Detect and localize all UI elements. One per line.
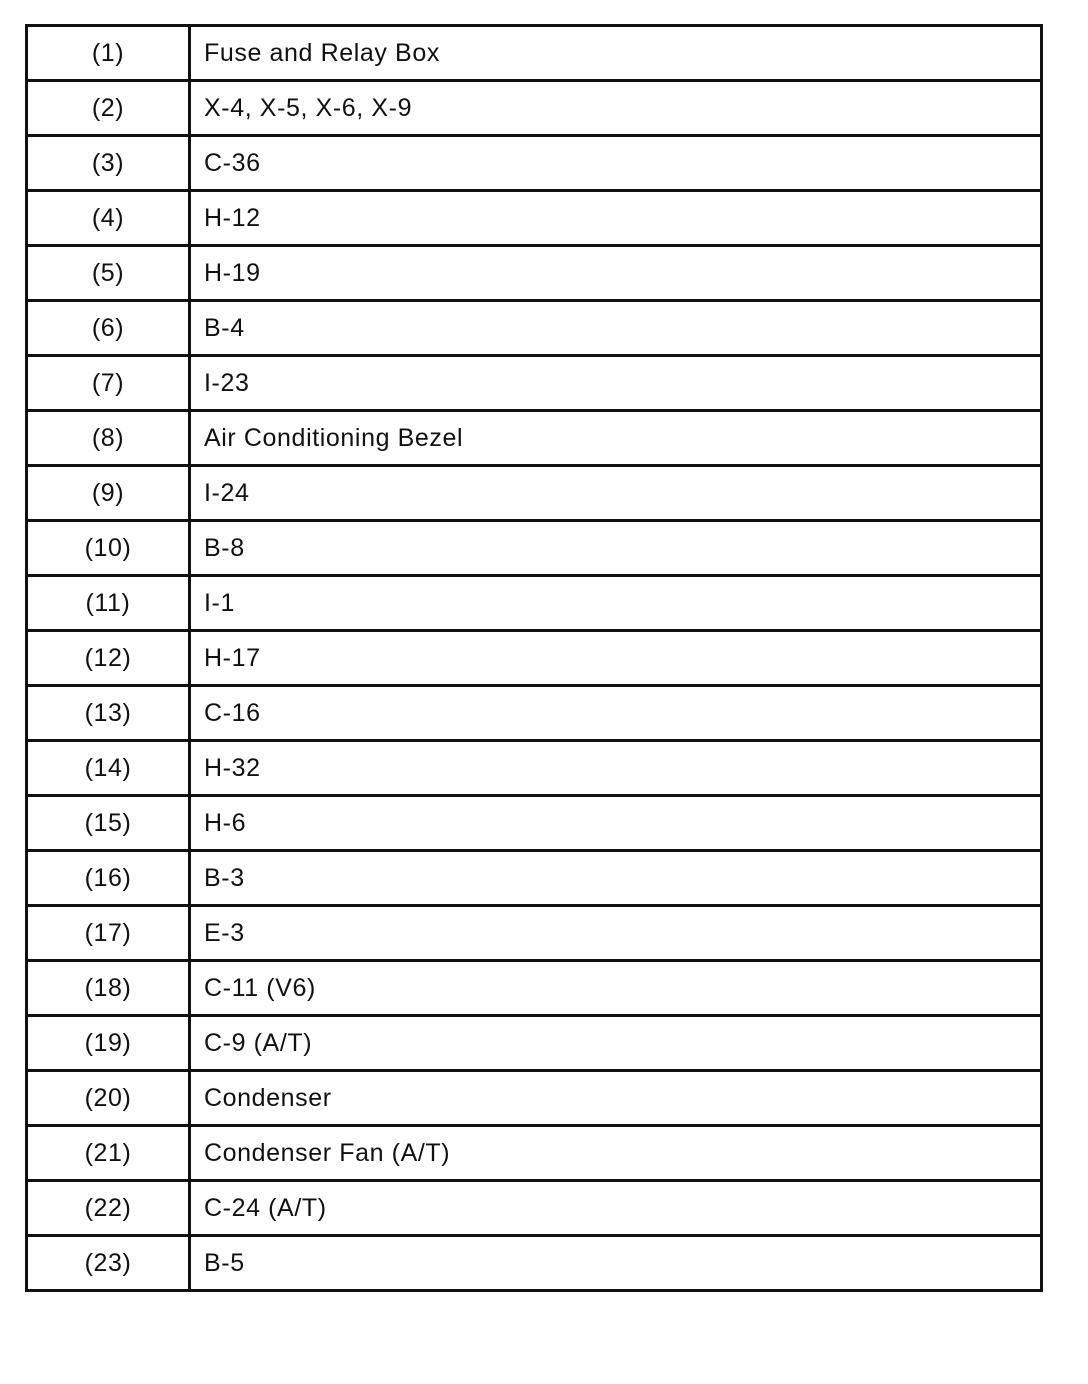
item-number: (5) [27,246,190,301]
item-number: (6) [27,301,190,356]
item-number: (7) [27,356,190,411]
table-row [27,191,1042,246]
item-label: H-19 [190,246,1042,301]
table-row [27,1071,1042,1126]
table-row [27,246,1042,301]
item-label: H-17 [190,631,1042,686]
item-number: (18) [27,961,190,1016]
item-number: (3) [27,136,190,191]
item-label: C-24 (A/T) [190,1181,1042,1236]
legend-table-body [27,26,1042,1291]
table-row [27,301,1042,356]
item-label: I-24 [190,466,1042,521]
item-label: Condenser [190,1071,1042,1126]
item-label: H-6 [190,796,1042,851]
item-number: (15) [27,796,190,851]
item-number: (14) [27,741,190,796]
table-row [27,851,1042,906]
item-label: I-23 [190,356,1042,411]
item-label: H-12 [190,191,1042,246]
item-number: (20) [27,1071,190,1126]
item-number: (10) [27,521,190,576]
item-label: C-36 [190,136,1042,191]
table-row [27,631,1042,686]
item-label: B-8 [190,521,1042,576]
table-row [27,1181,1042,1236]
item-label: C-16 [190,686,1042,741]
item-number: (11) [27,576,190,631]
item-label: Condenser Fan (A/T) [190,1126,1042,1181]
table-row [27,906,1042,961]
table-row [27,1126,1042,1181]
item-label: B-5 [190,1236,1042,1291]
table-row [27,576,1042,631]
item-label: C-9 (A/T) [190,1016,1042,1071]
table-row [27,741,1042,796]
item-number: (21) [27,1126,190,1181]
item-number: (12) [27,631,190,686]
table-row [27,1236,1042,1291]
item-label: B-3 [190,851,1042,906]
item-number: (23) [27,1236,190,1291]
table-row [27,26,1042,81]
item-number: (1) [27,26,190,81]
table-row [27,136,1042,191]
item-number: (2) [27,81,190,136]
table-row [27,796,1042,851]
item-number: (16) [27,851,190,906]
item-number: (22) [27,1181,190,1236]
item-number: (19) [27,1016,190,1071]
item-label: C-11 (V6) [190,961,1042,1016]
table-row [27,466,1042,521]
item-label: B-4 [190,301,1042,356]
item-number: (17) [27,906,190,961]
item-number: (4) [27,191,190,246]
table-row [27,521,1042,576]
table-row [27,411,1042,466]
item-number: (13) [27,686,190,741]
item-label: X-4, X-5, X-6, X-9 [190,81,1042,136]
table-row [27,356,1042,411]
item-label: I-1 [190,576,1042,631]
item-label: H-32 [190,741,1042,796]
table-row [27,81,1042,136]
table-row [27,961,1042,1016]
item-number: (9) [27,466,190,521]
item-label: E-3 [190,906,1042,961]
item-number: (8) [27,411,190,466]
table-row [27,686,1042,741]
table-row [27,1016,1042,1071]
item-label: Air Conditioning Bezel [190,411,1042,466]
component-legend-table [25,24,1043,1292]
item-label: Fuse and Relay Box [190,26,1042,81]
